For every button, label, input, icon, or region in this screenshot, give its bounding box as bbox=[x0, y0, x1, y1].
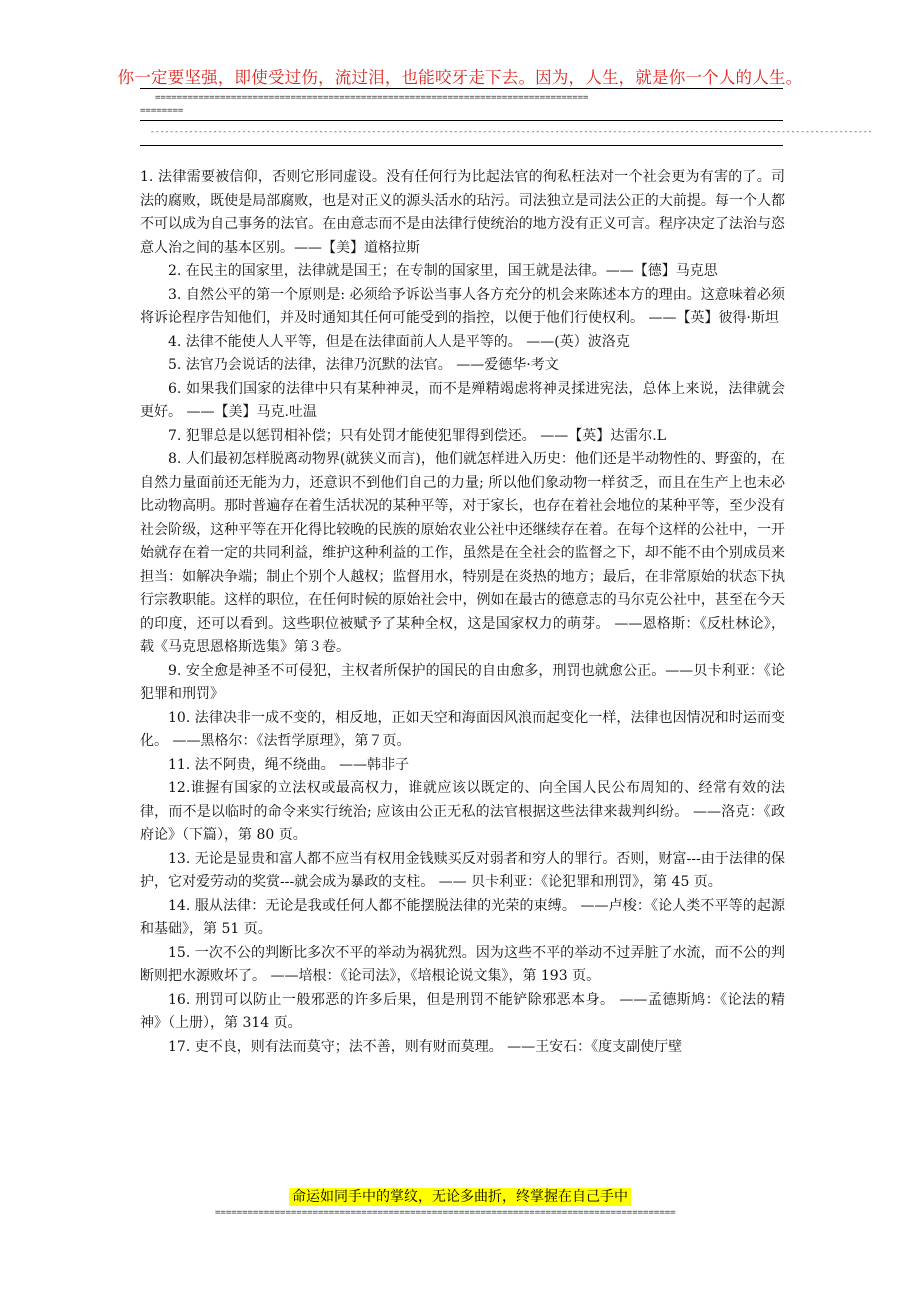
header-separator-eq-1: ================================================================================ bbox=[155, 93, 589, 103]
quote-item: 14. 服从法律：无论是我或任何人都不能摆脱法律的光荣的束缚。 ——卢梭：《论人类不平等的起源和基础》，第 51 页。 bbox=[140, 897, 785, 937]
quote-item: 13. 无论是显贵和富人都不应当有权用金钱赎买反对弱者和穷人的罪行。否则，财富---由于法律的保护，它对爱劳动的奖赏---就会成为暴政的支柱。 —— 贝卡利亚：《论犯罪和刑罚》，第 45 页。 bbox=[140, 850, 785, 890]
quote-item: 16. 刑罚可以防止一般邪恶的许多后果，但是刑罚不能铲除邪恶本身。 ——孟德斯鸠：《论法的精神》（上册），第 314 页。 bbox=[140, 991, 785, 1031]
header-rule-mid bbox=[140, 120, 783, 121]
quote-item: 3. 自然公平的第一个原则是: 必须给予诉讼当事人各方充分的机会来陈述本方的理由。这意味着必须将诉论程序告知他们，并及时通知其任何可能受到的指控，以便于他们行使权利。 ——【英】彼得·斯坦 bbox=[140, 286, 785, 326]
quote-item: 15. 一次不公的判断比多次不平的举动为祸犹烈。因为这些不平的举动不过弄脏了水流，而不公的判断则把水源败坏了。 ——培根：《论司法》，《培根论说文集》，第 193 页。 bbox=[140, 944, 785, 984]
quote-item: 5. 法官乃会说话的法律，法律乃沉默的法官。 ——爱德华·考文 bbox=[168, 357, 559, 373]
footer-motto-text: 命运如同手中的掌纹，无论多曲折，终掌握在自己手中 bbox=[289, 1188, 631, 1206]
quote-item: 11. 法不阿贵，绳不绕曲。 ——韩非子 bbox=[168, 756, 410, 773]
quote-item: 12.谁握有国家的立法权或最高权力，谁就应该以既定的、向全国人民公布周知的、经常有效的法律，而不是以临时的命令来实行统治; 应该由公正无私的法官根据这些法律来裁判纠纷。 ——洛克：《政府论》（下篇），第 80 页。 bbox=[140, 780, 785, 843]
quote-item: 17. 吏不良，则有法而莫守；法不善，则有财而莫理。 ——王安石：《度支副使厅壁 bbox=[168, 1038, 683, 1055]
quote-item: 9. 安全愈是神圣不可侵犯，主权者所保护的国民的自由愈多，刑罚也就愈公正。——贝卡利亚：《论犯罪和刑罚》 bbox=[140, 662, 785, 702]
quote-item: 2. 在民主的国家里，法律就是国王；在专制的国家里，国王就是法律。——【德】马克思 bbox=[168, 263, 718, 279]
header-rule-bottom bbox=[140, 145, 783, 146]
footer-motto bbox=[0, 1186, 920, 1206]
quote-item: 10. 法律决非一成不变的，相反地，正如天空和海面因风浪而起变化一样，法律也因情况和时运而变化。 ——黑格尔：《法哲学原理》，第７页。 bbox=[140, 709, 785, 749]
footer-separator-eq: ===================================================================================== bbox=[215, 1208, 676, 1218]
quote-item: 1. 法律需要被信仰，否则它形同虚设。没有任何行为比起法官的徇私枉法对一个社会更为有害的了。司法的腐败，既使是局部腐败，也是对正义的源头活水的玷污。司法独立是司法公正的大前提。每一个人都不可以成为自己事务的法官。在由意志而不是由法律行使统治的地方没有正义可言。程序决定了法治与恣意人治之间的基本区别。——【美】道格拉斯 bbox=[140, 169, 785, 256]
header-motto: 你一定要坚强，即使受过伤，流过泪，也能咬牙走下去。因为，人生，就是你一个人的人生。 bbox=[117, 68, 803, 87]
header-rule-top bbox=[140, 88, 783, 89]
quote-item: 4. 法律不能使人人平等，但是在法律面前人人是平等的。 ——(英）波洛克 bbox=[168, 333, 630, 350]
quote-item: 7. 犯罪总是以惩罚相补偿；只有处罚才能使犯罪得到偿还。 ——【英】达雷尔.L bbox=[168, 427, 667, 444]
quotes-body bbox=[140, 166, 785, 1059]
header-separator-dash: ------------------------------------------------------------------------------------------------------------------------------------------------------ bbox=[150, 127, 873, 136]
quote-item: 6. 如果我们国家的法律中只有某种神灵，而不是殚精竭虑将神灵揉进宪法，总体上来说，法律就会更好。 ——【美】马克.吐温 bbox=[140, 380, 785, 420]
quote-item: 8. 人们最初怎样脱离动物界(就狭义而言)，他们就怎样进入历史：他们还是半动物性的、野蛮的，在自然力量面前还无能为力，还意识不到他们自己的力量; 所以他们象动物一样贫乏，而且在生产上也未必比动物高明。那时普遍存在着生活状况的某种平等，对于家长，也存在着社会地位的某种平等，至少没有社会阶级，这种平等在开化得比较晚的民族的原始农业公社中还继续存在着。在每个这样的公社中，一开始就存在着一定的共同利益，维护这种利益的工作，虽然是在全社会的监督之下，却不能不由个别成员来担当：如解决争端；制止个别个人越权；监督用水，特别是在炎热的地方；最后，在非常原始的状态下执行宗教职能。这样的职位，在任何时候的原始社会中，例如在最古的德意志的马尔克公社中，甚至在今天的印度，还可以看到。这些职位被赋予了某种全权，这是国家权力的萌芽。 ——恩格斯：《反杜林论》，载《马克思恩格斯选集》第３卷。 bbox=[140, 451, 785, 655]
header-separator-eq-2: ======== bbox=[140, 106, 184, 116]
